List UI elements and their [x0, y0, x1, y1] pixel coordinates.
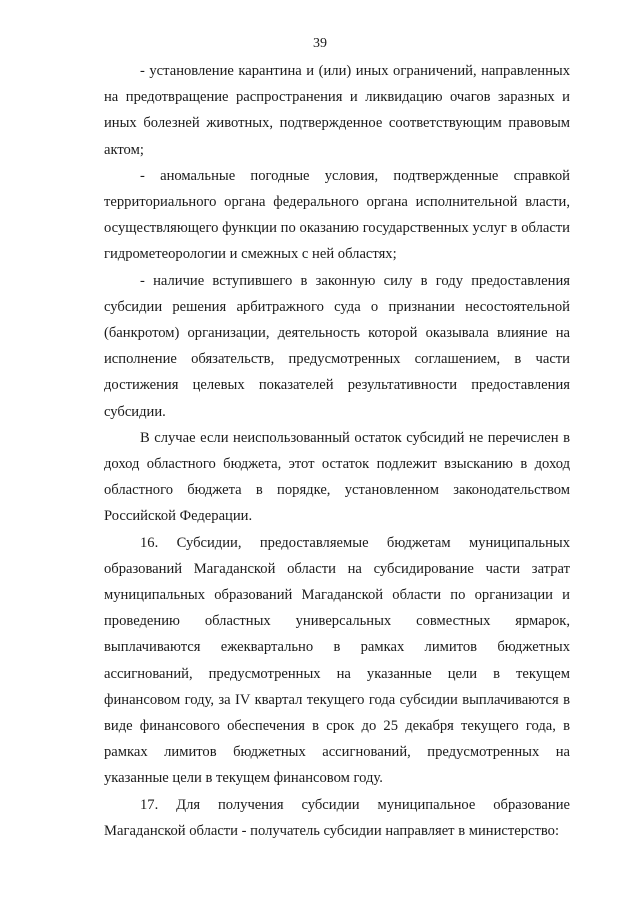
paragraph-weather: - аномальные погодные условия, подтвержденные справкой территориального органа федерального органа исполнительной власти, осуществляющего функции по оказанию государственных услуг в области гидрометеорологии и смежных с ней областях; — [104, 167, 570, 263]
paragraph-clause-17: 17. Для получения субсидии муниципальное образование Магаданской области - получатель субсидии направляет в министерство: — [104, 796, 570, 839]
paragraph-clause-16: 16. Субсидии, предоставляемые бюджетам муниципальных образований Магаданской области на субсидирование части затрат муниципальных образований Магаданской области по организации и проведению областных универсальных совместных ярмарок, выплачиваются ежеквартально в рамках лимитов бюджетных ассигнований, предусмотренных на указанные цели в текущем финансовом году, за IV квартал текущего года субсидии выплачиваются в виде финансового обеспечения в срок до 25 декабря текущего года, в рамках лимитов бюджетных ассигнований, предусмотренных на указанные цели в текущем финансовом году. — [104, 534, 570, 787]
document-body — [104, 58, 570, 844]
page-number: 39 — [313, 36, 327, 51]
paragraph-quarantine: - установление карантина и (или) иных ограничений, направленных на предотвращение распространения и ликвидацию очагов заразных и иных болезней животных, подтвержденное соответствующим правовым актом; — [104, 63, 570, 158]
paragraph-bankruptcy: - наличие вступившего в законную силу в году предоставления субсидии решения арбитражного суда о признании несостоятельной (банкротом) организации, деятельность которой оказывала влияние на исполнение обязательств, предусмотренных соглашением, в части достижения целевых показателей результативности предоставления субсидии. — [104, 272, 570, 420]
paragraph-unused-balance: В случае если неиспользованный остаток субсидий не перечислен в доход областного бюджета, этот остаток подлежит взысканию в доход областного бюджета в порядке, установленном законодательством Российской Федерации. — [104, 429, 570, 525]
